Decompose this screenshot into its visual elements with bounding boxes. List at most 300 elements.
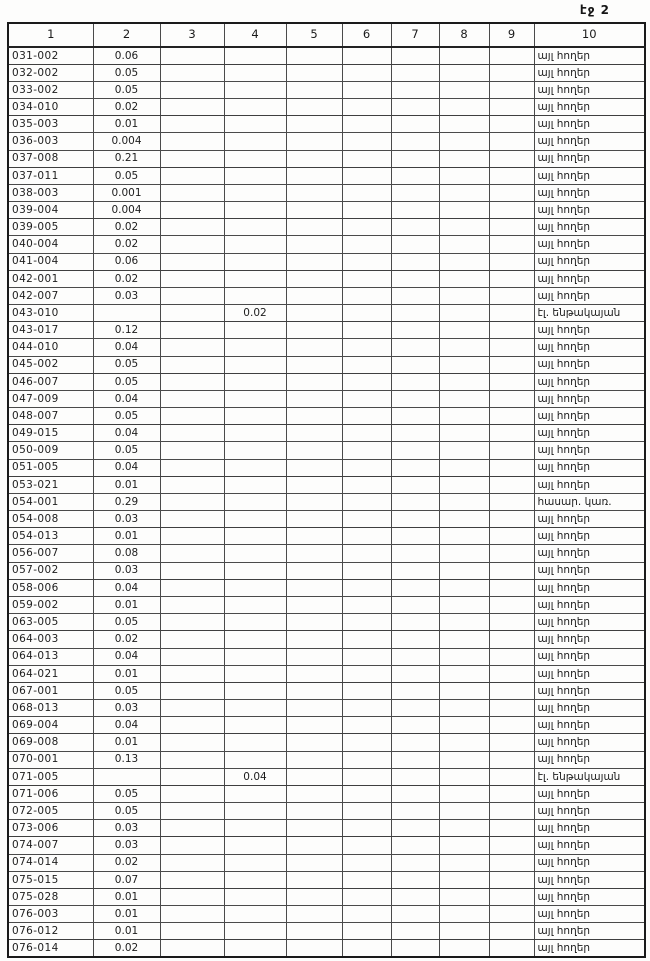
cell-parcel-code: 041-004 — [8, 253, 93, 270]
table-row — [8, 236, 645, 253]
cell-empty-col5 — [286, 511, 342, 528]
cell-value-col2: 0.12 — [93, 322, 160, 339]
cell-empty-col7 — [391, 597, 439, 614]
cell-empty-col7 — [391, 167, 439, 184]
cell-parcel-code: 034-010 — [8, 99, 93, 116]
table-row — [8, 511, 645, 528]
cell-empty-col6 — [342, 390, 391, 407]
cell-empty-col9 — [489, 923, 534, 940]
cell-value-col4 — [224, 373, 286, 390]
cell-empty-col3 — [160, 390, 224, 407]
cell-value-col2: 0.04 — [93, 390, 160, 407]
cell-value-col2: 0.01 — [93, 665, 160, 682]
cell-empty-col3 — [160, 287, 224, 304]
cell-empty-col5 — [286, 339, 342, 356]
cell-empty-col6 — [342, 648, 391, 665]
cell-empty-col5 — [286, 425, 342, 442]
table-row — [8, 64, 645, 81]
cell-empty-col7 — [391, 734, 439, 751]
table-row — [8, 837, 645, 854]
table-row — [8, 202, 645, 219]
cell-value-col4 — [224, 339, 286, 356]
cell-empty-col9 — [489, 682, 534, 699]
cell-empty-col5 — [286, 648, 342, 665]
cell-empty-col8 — [439, 614, 489, 631]
cell-value-col2: 0.004 — [93, 202, 160, 219]
cell-empty-col6 — [342, 906, 391, 923]
cell-value-col4 — [224, 597, 286, 614]
cell-empty-col3 — [160, 459, 224, 476]
cell-empty-col8 — [439, 322, 489, 339]
table-row — [8, 888, 645, 905]
cell-value-col4 — [224, 511, 286, 528]
cell-empty-col7 — [391, 81, 439, 98]
cell-empty-col9 — [489, 820, 534, 837]
cell-empty-col6 — [342, 511, 391, 528]
cell-landuse-label: այլ հողեր — [534, 751, 645, 768]
cell-parcel-code: 043-010 — [8, 305, 93, 322]
cell-empty-col3 — [160, 923, 224, 940]
table-row — [8, 923, 645, 940]
cell-empty-col7 — [391, 923, 439, 940]
cell-empty-col9 — [489, 287, 534, 304]
cell-empty-col9 — [489, 219, 534, 236]
cell-empty-col8 — [439, 871, 489, 888]
cell-empty-col8 — [439, 116, 489, 133]
cell-empty-col8 — [439, 837, 489, 854]
cell-empty-col5 — [286, 442, 342, 459]
cell-empty-col5 — [286, 167, 342, 184]
cell-empty-col7 — [391, 476, 439, 493]
cell-empty-col7 — [391, 871, 439, 888]
table-row — [8, 614, 645, 631]
cell-empty-col5 — [286, 734, 342, 751]
cell-landuse-label: այլ հողեր — [534, 47, 645, 64]
cell-value-col4 — [224, 785, 286, 802]
cell-parcel-code: 044-010 — [8, 339, 93, 356]
cell-empty-col5 — [286, 700, 342, 717]
cell-value-col2: 0.29 — [93, 493, 160, 510]
table-row — [8, 219, 645, 236]
cell-empty-col3 — [160, 253, 224, 270]
cell-value-col4 — [224, 493, 286, 510]
cell-landuse-label: այլ հողեր — [534, 442, 645, 459]
cell-value-col2: 0.05 — [93, 785, 160, 802]
cell-empty-col6 — [342, 871, 391, 888]
cell-empty-col9 — [489, 356, 534, 373]
cell-empty-col5 — [286, 322, 342, 339]
cell-parcel-code: 049-015 — [8, 425, 93, 442]
cell-empty-col6 — [342, 322, 391, 339]
cell-value-col4 — [224, 545, 286, 562]
cell-empty-col7 — [391, 64, 439, 81]
cell-empty-col9 — [489, 116, 534, 133]
cell-empty-col5 — [286, 888, 342, 905]
cell-parcel-code: 035-003 — [8, 116, 93, 133]
cell-empty-col9 — [489, 202, 534, 219]
cell-empty-col8 — [439, 219, 489, 236]
cell-empty-col9 — [489, 751, 534, 768]
cell-empty-col5 — [286, 150, 342, 167]
cell-empty-col9 — [489, 425, 534, 442]
cell-empty-col8 — [439, 236, 489, 253]
cell-empty-col7 — [391, 270, 439, 287]
cell-value-col2: 0.05 — [93, 356, 160, 373]
cell-empty-col6 — [342, 837, 391, 854]
cell-empty-col9 — [489, 511, 534, 528]
cell-empty-col9 — [489, 631, 534, 648]
cell-value-col4 — [224, 219, 286, 236]
cell-empty-col9 — [489, 253, 534, 270]
cell-empty-col7 — [391, 785, 439, 802]
cell-empty-col3 — [160, 597, 224, 614]
cell-empty-col5 — [286, 579, 342, 596]
cell-empty-col7 — [391, 236, 439, 253]
cell-empty-col5 — [286, 837, 342, 854]
cell-empty-col9 — [489, 854, 534, 871]
cell-empty-col3 — [160, 425, 224, 442]
table-row — [8, 906, 645, 923]
cell-empty-col3 — [160, 81, 224, 98]
cell-empty-col7 — [391, 202, 439, 219]
cell-empty-col8 — [439, 631, 489, 648]
cell-empty-col8 — [439, 167, 489, 184]
cell-landuse-label: այլ հողեր — [534, 614, 645, 631]
header-cell: 5 — [286, 23, 342, 47]
cell-empty-col3 — [160, 270, 224, 287]
cell-empty-col8 — [439, 854, 489, 871]
cell-empty-col5 — [286, 408, 342, 425]
header-cell: 6 — [342, 23, 391, 47]
header-cell: 8 — [439, 23, 489, 47]
cell-empty-col8 — [439, 47, 489, 64]
cell-empty-col6 — [342, 614, 391, 631]
cell-empty-col6 — [342, 820, 391, 837]
cell-parcel-code: 042-007 — [8, 287, 93, 304]
cell-empty-col8 — [439, 150, 489, 167]
cell-empty-col5 — [286, 528, 342, 545]
cell-value-col2: 0.04 — [93, 579, 160, 596]
cell-parcel-code: 076-012 — [8, 923, 93, 940]
cell-value-col4 — [224, 202, 286, 219]
cell-value-col4 — [224, 700, 286, 717]
cell-empty-col5 — [286, 493, 342, 510]
cell-empty-col7 — [391, 253, 439, 270]
cell-empty-col8 — [439, 820, 489, 837]
cell-value-col2: 0.21 — [93, 150, 160, 167]
cell-empty-col3 — [160, 545, 224, 562]
cell-empty-col9 — [489, 528, 534, 545]
cell-empty-col3 — [160, 888, 224, 905]
header-row — [8, 23, 645, 47]
cell-parcel-code: 056-007 — [8, 545, 93, 562]
cell-parcel-code: 039-004 — [8, 202, 93, 219]
cell-empty-col8 — [439, 81, 489, 98]
cell-empty-col8 — [439, 597, 489, 614]
cell-empty-col9 — [489, 81, 534, 98]
cell-value-col4 — [224, 236, 286, 253]
cell-empty-col6 — [342, 923, 391, 940]
cell-empty-col8 — [439, 493, 489, 510]
cell-empty-col6 — [342, 751, 391, 768]
cell-value-col2: 0.001 — [93, 184, 160, 201]
cell-parcel-code: 043-017 — [8, 322, 93, 339]
cell-value-col2: 0.04 — [93, 717, 160, 734]
header-cell: 7 — [391, 23, 439, 47]
cell-empty-col3 — [160, 682, 224, 699]
cell-empty-col7 — [391, 99, 439, 116]
cell-value-col4 — [224, 167, 286, 184]
cell-empty-col3 — [160, 219, 224, 236]
cell-landuse-label: այլ հողեր — [534, 373, 645, 390]
cell-empty-col7 — [391, 768, 439, 785]
cell-empty-col7 — [391, 133, 439, 150]
cell-empty-col6 — [342, 167, 391, 184]
cell-empty-col8 — [439, 64, 489, 81]
cell-landuse-label: այլ հողեր — [534, 390, 645, 407]
cell-landuse-label: այլ հողեր — [534, 236, 645, 253]
cell-value-col2: 0.03 — [93, 700, 160, 717]
cell-empty-col7 — [391, 614, 439, 631]
table-row — [8, 562, 645, 579]
cell-empty-col7 — [391, 459, 439, 476]
cell-landuse-label: այլ հողեր — [534, 528, 645, 545]
cell-empty-col6 — [342, 184, 391, 201]
cell-empty-col5 — [286, 116, 342, 133]
cell-empty-col5 — [286, 871, 342, 888]
cell-value-col2: 0.05 — [93, 167, 160, 184]
cell-empty-col8 — [439, 184, 489, 201]
cell-value-col2: 0.01 — [93, 888, 160, 905]
cell-empty-col7 — [391, 373, 439, 390]
cell-value-col4 — [224, 751, 286, 768]
table-row — [8, 442, 645, 459]
cell-empty-col8 — [439, 545, 489, 562]
cell-empty-col8 — [439, 133, 489, 150]
cell-empty-col5 — [286, 47, 342, 64]
cell-value-col4 — [224, 184, 286, 201]
cell-empty-col3 — [160, 803, 224, 820]
cell-empty-col3 — [160, 167, 224, 184]
cell-empty-col7 — [391, 442, 439, 459]
table-row — [8, 305, 645, 322]
cell-empty-col6 — [342, 253, 391, 270]
cell-empty-col9 — [489, 442, 534, 459]
cell-empty-col6 — [342, 854, 391, 871]
cell-empty-col7 — [391, 287, 439, 304]
cell-value-col2: 0.05 — [93, 408, 160, 425]
cell-empty-col8 — [439, 700, 489, 717]
cell-landuse-label: այլ հողեր — [534, 665, 645, 682]
cell-empty-col5 — [286, 562, 342, 579]
cell-value-col2: 0.05 — [93, 442, 160, 459]
cell-empty-col5 — [286, 356, 342, 373]
cell-empty-col5 — [286, 940, 342, 957]
cell-empty-col7 — [391, 528, 439, 545]
cell-value-col4 — [224, 614, 286, 631]
cell-parcel-code: 037-011 — [8, 167, 93, 184]
cell-empty-col3 — [160, 717, 224, 734]
cell-landuse-label: այլ հողեր — [534, 81, 645, 98]
cell-empty-col7 — [391, 579, 439, 596]
cell-empty-col6 — [342, 356, 391, 373]
cell-parcel-code: 075-015 — [8, 871, 93, 888]
cell-empty-col7 — [391, 665, 439, 682]
header-cell: 10 — [534, 23, 645, 47]
cell-landuse-label: այլ հողեր — [534, 116, 645, 133]
cell-parcel-code: 054-013 — [8, 528, 93, 545]
cell-empty-col9 — [489, 459, 534, 476]
cell-parcel-code: 075-028 — [8, 888, 93, 905]
cell-landuse-label: էլ. ենթակայան — [534, 305, 645, 322]
cell-value-col4 — [224, 871, 286, 888]
cell-empty-col9 — [489, 167, 534, 184]
table-row — [8, 768, 645, 785]
cell-empty-col6 — [342, 700, 391, 717]
cell-empty-col3 — [160, 184, 224, 201]
cell-landuse-label: այլ հողեր — [534, 167, 645, 184]
cell-value-col4 — [224, 81, 286, 98]
cell-empty-col3 — [160, 493, 224, 510]
cell-empty-col6 — [342, 665, 391, 682]
cell-empty-col9 — [489, 665, 534, 682]
cell-landuse-label: այլ հողեր — [534, 339, 645, 356]
cell-empty-col6 — [342, 528, 391, 545]
cell-empty-col9 — [489, 888, 534, 905]
cell-value-col2: 0.07 — [93, 871, 160, 888]
cell-parcel-code: 069-008 — [8, 734, 93, 751]
cell-parcel-code: 051-005 — [8, 459, 93, 476]
table-row — [8, 116, 645, 133]
cell-value-col2: 0.03 — [93, 511, 160, 528]
cell-empty-col7 — [391, 150, 439, 167]
cell-empty-col6 — [342, 408, 391, 425]
cell-parcel-code: 076-003 — [8, 906, 93, 923]
cell-value-col4 — [224, 837, 286, 854]
cell-value-col4 — [224, 665, 286, 682]
cell-empty-col3 — [160, 665, 224, 682]
cell-empty-col6 — [342, 888, 391, 905]
cell-landuse-label: այլ հողեր — [534, 322, 645, 339]
cell-empty-col6 — [342, 785, 391, 802]
cell-empty-col3 — [160, 528, 224, 545]
cell-empty-col9 — [489, 339, 534, 356]
cell-empty-col6 — [342, 236, 391, 253]
cell-empty-col3 — [160, 648, 224, 665]
cell-landuse-label: այլ հողեր — [534, 923, 645, 940]
cell-empty-col7 — [391, 717, 439, 734]
table-row — [8, 493, 645, 510]
table-row — [8, 785, 645, 802]
cell-empty-col8 — [439, 717, 489, 734]
cell-empty-col3 — [160, 339, 224, 356]
cell-empty-col3 — [160, 837, 224, 854]
cell-value-col2: 0.02 — [93, 219, 160, 236]
cell-empty-col8 — [439, 511, 489, 528]
cell-value-col4 — [224, 150, 286, 167]
cell-empty-col6 — [342, 940, 391, 957]
header-cell: 3 — [160, 23, 224, 47]
cell-value-col2: 0.05 — [93, 803, 160, 820]
cell-landuse-label: այլ հողեր — [534, 803, 645, 820]
cell-empty-col6 — [342, 803, 391, 820]
cell-parcel-code: 032-002 — [8, 64, 93, 81]
table-body — [8, 47, 645, 957]
cell-empty-col7 — [391, 339, 439, 356]
cell-landuse-label: այլ հողեր — [534, 700, 645, 717]
cell-landuse-label: այլ հողեր — [534, 734, 645, 751]
cell-empty-col8 — [439, 803, 489, 820]
cell-empty-col8 — [439, 528, 489, 545]
cell-landuse-label: այլ հողեր — [534, 287, 645, 304]
cell-empty-col3 — [160, 99, 224, 116]
cell-empty-col7 — [391, 562, 439, 579]
cell-empty-col9 — [489, 184, 534, 201]
cell-empty-col8 — [439, 253, 489, 270]
cell-empty-col5 — [286, 270, 342, 287]
table-row — [8, 717, 645, 734]
cell-empty-col6 — [342, 133, 391, 150]
cell-value-col4 — [224, 923, 286, 940]
cell-value-col2: 0.01 — [93, 116, 160, 133]
cell-empty-col7 — [391, 545, 439, 562]
cell-parcel-code: 039-005 — [8, 219, 93, 236]
cell-value-col4 — [224, 476, 286, 493]
cell-empty-col7 — [391, 700, 439, 717]
cell-empty-col3 — [160, 768, 224, 785]
cell-value-col2: 0.03 — [93, 837, 160, 854]
cell-empty-col5 — [286, 305, 342, 322]
cell-empty-col7 — [391, 305, 439, 322]
cell-landuse-label: այլ հողեր — [534, 408, 645, 425]
table-row — [8, 665, 645, 682]
cell-landuse-label: այլ հողեր — [534, 785, 645, 802]
cell-landuse-label: այլ հողեր — [534, 133, 645, 150]
cell-parcel-code: 063-005 — [8, 614, 93, 631]
cell-empty-col3 — [160, 940, 224, 957]
cell-empty-col9 — [489, 270, 534, 287]
table-row — [8, 184, 645, 201]
cell-empty-col8 — [439, 425, 489, 442]
cell-empty-col6 — [342, 150, 391, 167]
cell-value-col4 — [224, 579, 286, 596]
cell-value-col2: 0.01 — [93, 597, 160, 614]
cell-value-col4 — [224, 459, 286, 476]
cell-empty-col5 — [286, 820, 342, 837]
cell-parcel-code: 073-006 — [8, 820, 93, 837]
cell-value-col2: 0.02 — [93, 854, 160, 871]
cell-empty-col6 — [342, 305, 391, 322]
cell-parcel-code: 064-013 — [8, 648, 93, 665]
cell-empty-col9 — [489, 837, 534, 854]
cell-empty-col8 — [439, 356, 489, 373]
cell-empty-col5 — [286, 614, 342, 631]
cell-landuse-label: այլ հողեր — [534, 837, 645, 854]
cell-empty-col3 — [160, 511, 224, 528]
cell-parcel-code: 054-008 — [8, 511, 93, 528]
cell-value-col4 — [224, 408, 286, 425]
cell-empty-col3 — [160, 116, 224, 133]
cell-empty-col5 — [286, 854, 342, 871]
cell-empty-col5 — [286, 81, 342, 98]
table-row — [8, 597, 645, 614]
cell-value-col2: 0.03 — [93, 820, 160, 837]
cell-empty-col7 — [391, 408, 439, 425]
cell-parcel-code: 069-004 — [8, 717, 93, 734]
cell-empty-col7 — [391, 322, 439, 339]
cell-empty-col3 — [160, 150, 224, 167]
cell-value-col2: 0.02 — [93, 236, 160, 253]
